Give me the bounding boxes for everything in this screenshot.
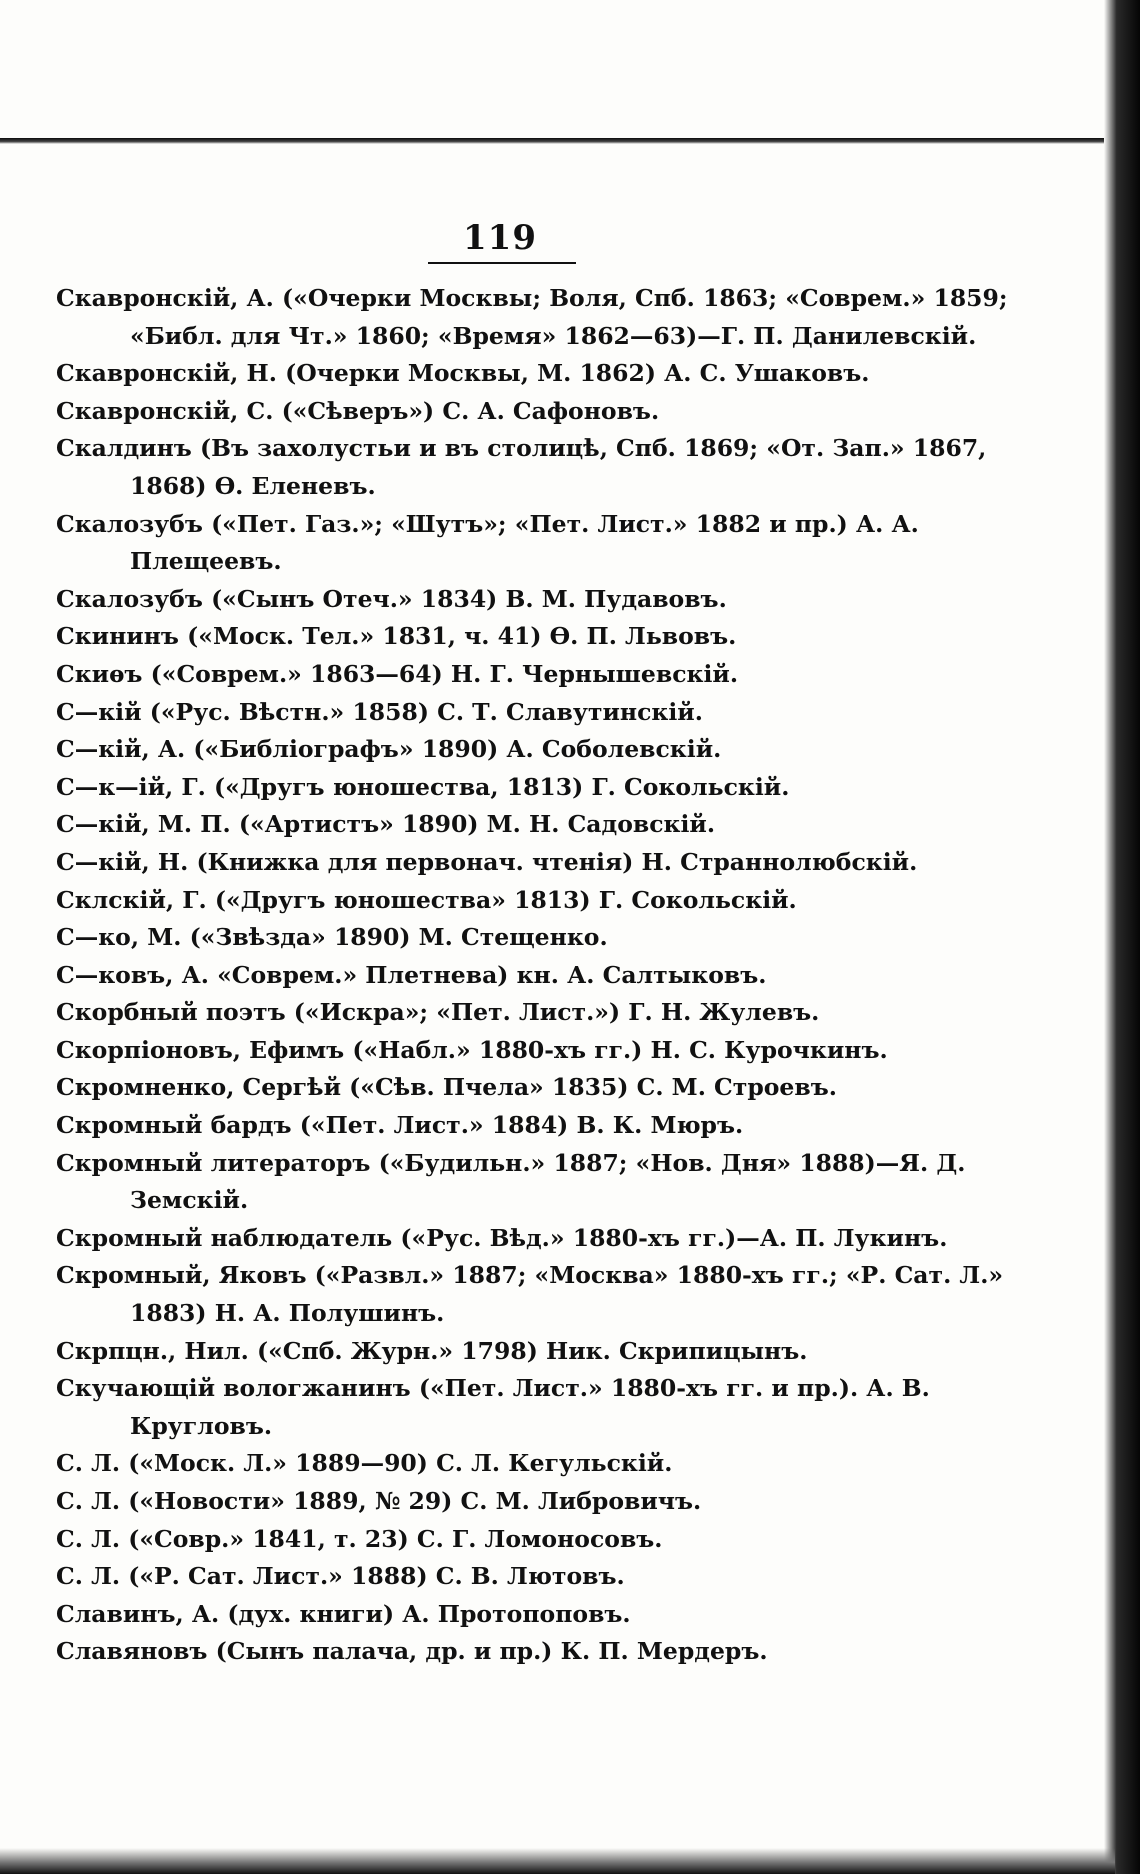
entry-line: Скромный литераторъ («Будильн.» 1887; «Нов. Дня» 1888)—Я. Д. xyxy=(56,1148,966,1177)
entry-line: Скалозубъ («Пет. Газ.»; «Шутъ»; «Пет. Лист.» 1882 и пр.) А. А. xyxy=(56,509,919,538)
entry-line: Скромный, Яковъ («Развл.» 1887; «Москва» 1880-хъ гг.; «Р. Сат. Л.» xyxy=(56,1261,1004,1290)
entry-line: Скининъ («Моск. Тел.» 1831, ч. 41) Ѳ. П. Львовъ. xyxy=(56,622,737,651)
entry-line: С—к—ій, Г. («Другъ юношества, 1813) Г. Сокольскій. xyxy=(56,772,790,801)
entry-line: Скавронскій, А. («Очерки Москвы; Воля, Спб. 1863; «Соврем.» 1859; xyxy=(56,284,1008,312)
entry-line: С. Л. («Совр.» 1841, т. 23) С. Г. Ломоносовъ. xyxy=(56,1524,663,1553)
page-number: 119 xyxy=(463,218,537,258)
entry-line: С—кій, А. («Библіографъ» 1890) А. Соболевскій. xyxy=(56,735,722,764)
entry-line: Скорбный поэтъ («Искра»; «Пет. Лист.») Г. Н. Жулевъ. xyxy=(56,998,820,1027)
entry-line: Скромненко, Сергѣй («Сѣв. Пчела» 1835) С. М. Строевъ. xyxy=(56,1073,837,1102)
dictionary-entries xyxy=(56,280,1008,1671)
scan-edge-right xyxy=(1104,0,1140,1874)
entry-line: С—ковъ, А. «Соврем.» Плетнева) кн. А. Салтыковъ. xyxy=(56,960,767,989)
page-number-rule xyxy=(428,262,576,264)
entry-line: С—кій, М. П. («Артистъ» 1890) М. Н. Садовскій. xyxy=(56,810,716,839)
scan-edge-bottom xyxy=(0,1848,1115,1874)
entry-continuation-line: 1883) Н. А. Полушинъ. xyxy=(130,1299,445,1328)
entry-line: Скавронскій, Н. (Очерки Москвы, М. 1862) А. С. Ушаковъ. xyxy=(56,359,870,388)
entry-line: С. Л. («Р. Сат. Лист.» 1888) С. В. Лютовъ. xyxy=(56,1562,625,1591)
entry-line: Склскій, Г. («Другъ юношества» 1813) Г. Сокольскій. xyxy=(56,885,797,914)
entry-continuation-line: 1868) Ѳ. Еленевъ. xyxy=(130,471,376,500)
entry-line: Скалозубъ («Сынъ Отеч.» 1834) В. М. Пудавовъ. xyxy=(56,584,727,613)
entry-line: С. Л. («Новости» 1889, № 29) С. М. Либровичъ. xyxy=(56,1487,702,1515)
entry-line: Скромный наблюдатель («Рус. Вѣд.» 1880-хъ гг.)—А. П. Лукинъ. xyxy=(56,1223,948,1252)
entry-line: С—кій («Рус. Вѣстн.» 1858) С. Т. Славутинскій. xyxy=(56,697,703,726)
entry-line: С. Л. («Моск. Л.» 1889—90) С. Л. Кегульскій. xyxy=(56,1449,673,1478)
entry-continuation-line: Плещеевъ. xyxy=(130,547,282,576)
entry-line: Скавронскій, С. («Сѣверъ») С. А. Сафоновъ. xyxy=(56,396,660,425)
entry-line: Скромный бардъ («Пет. Лист.» 1884) В. К. Мюръ. xyxy=(56,1111,744,1140)
entry-line: Скучающій вологжанинъ («Пет. Лист.» 1880-хъ гг. и пр.). А. В. xyxy=(56,1374,930,1403)
entry-line: С—ко, М. («Звѣзда» 1890) М. Стещенко. xyxy=(56,923,608,952)
entry-line: Скалдинъ (Въ захолустьи и въ столицѣ, Спб. 1869; «От. Зап.» 1867, xyxy=(56,434,987,463)
entry-line: Скрпцн., Нил. («Спб. Журн.» 1798) Ник. Скрипицынъ. xyxy=(56,1336,808,1365)
entry-continuation-line: «Библ. для Чт.» 1860; «Время» 1862—63)—Г. П. Данилевскій. xyxy=(130,321,977,350)
entry-line: Скиѳъ («Соврем.» 1863—64) Н. Г. Чернышевскій. xyxy=(56,659,739,688)
entry-continuation-line: Кругловъ. xyxy=(130,1411,273,1440)
scan-edge-top xyxy=(0,138,1115,144)
entry-line: Славинъ, А. (дух. книги) А. Протопоповъ. xyxy=(56,1599,631,1628)
entry-line: Скорпіоновъ, Ефимъ («Набл.» 1880-хъ гг.) Н. С. Курочкинъ. xyxy=(56,1035,888,1064)
entry-line: С—кій, Н. (Книжка для первонач. чтенія) Н. Страннолюбскій. xyxy=(56,847,918,876)
entry-line: Славяновъ (Сынъ палача, др. и пр.) К. П. Мердеръ. xyxy=(56,1637,768,1666)
entry-continuation-line: Земскій. xyxy=(130,1186,249,1215)
